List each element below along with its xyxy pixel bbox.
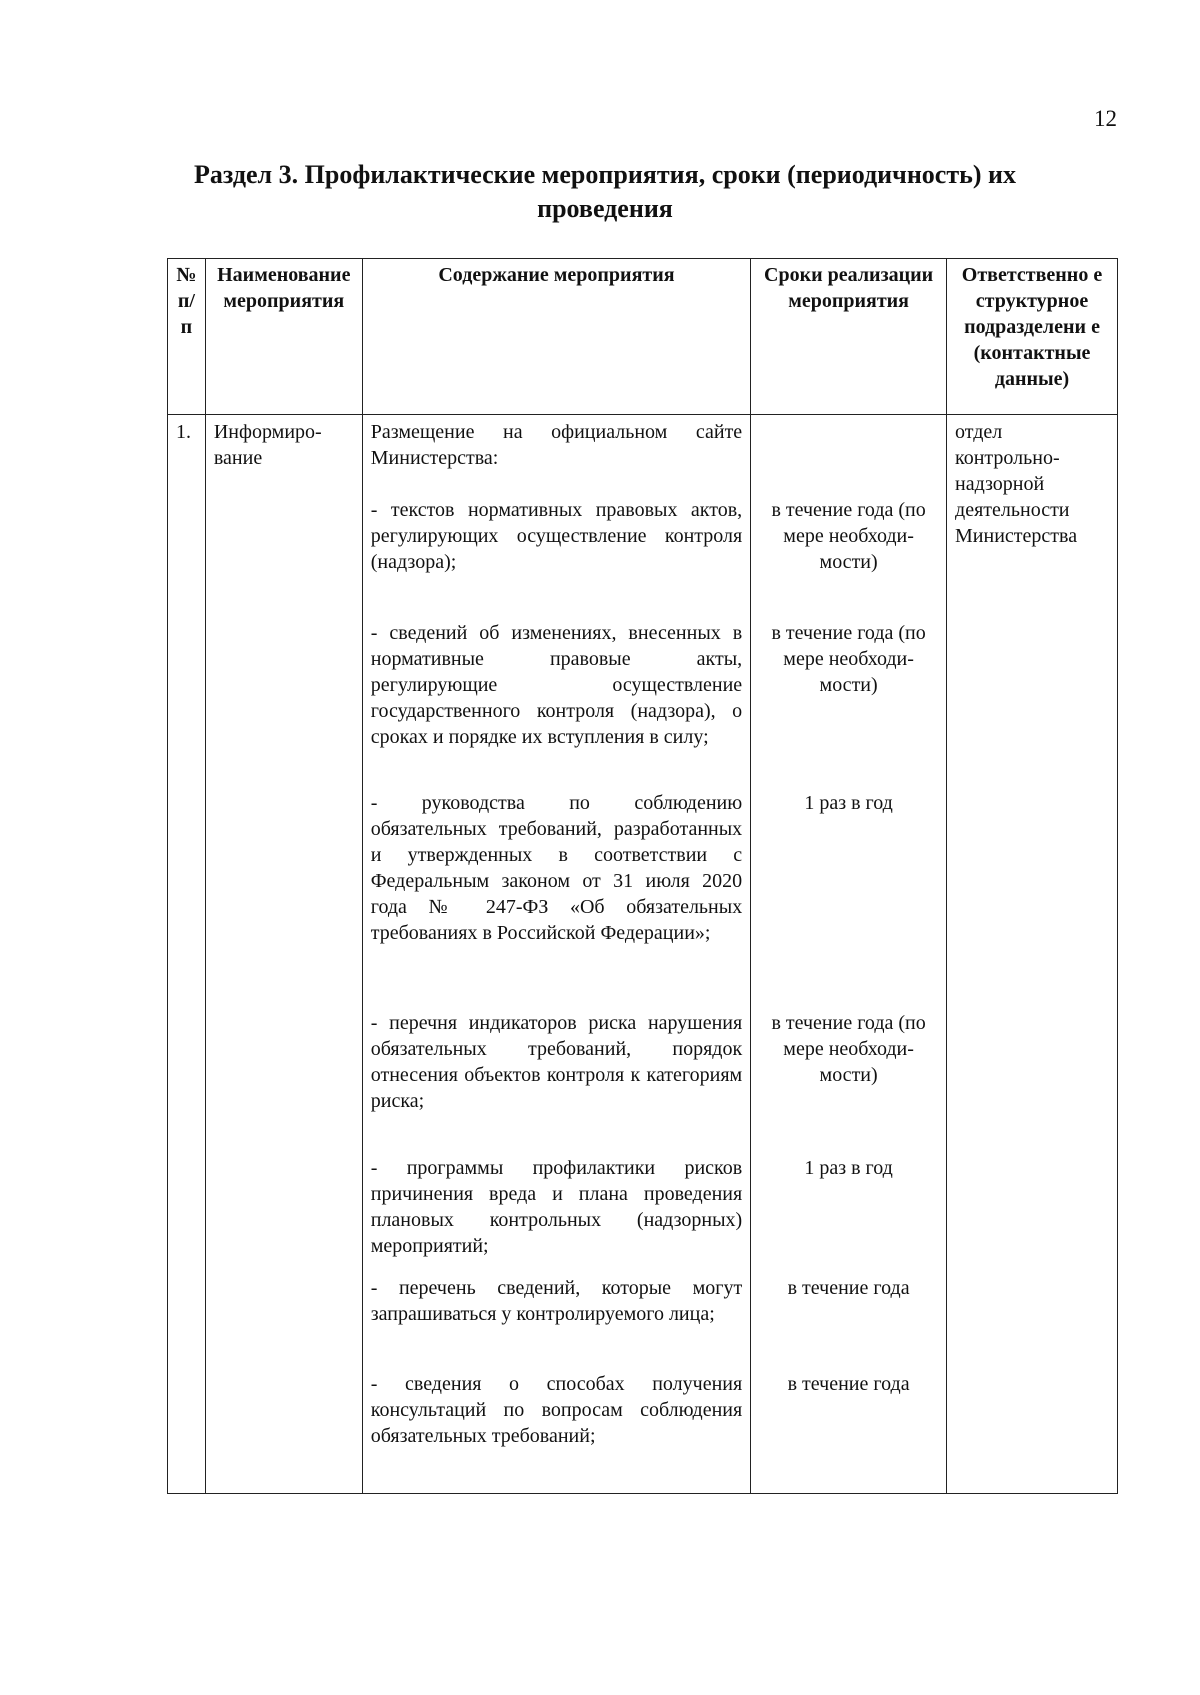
- content-item: - перечня индикаторов риска нарушения обязательных требований, порядок отнесения объектов контроля к категориям риска;: [370, 1012, 743, 1112]
- table-header-row: [168, 259, 1118, 415]
- page-number: 12: [1094, 106, 1117, 131]
- header-responsible: Ответственно е структурное подразделени е (контактные данные): [947, 259, 1118, 415]
- row-terms: [751, 415, 947, 1494]
- table-row: [168, 415, 1118, 1494]
- content-item: - сведения о способах получения консультаций по вопросам соблюдения обязательных требований;: [370, 1373, 743, 1447]
- title-line-1: Раздел 3. Профилактические мероприятия, сроки (периодичность) их: [194, 160, 1016, 189]
- term-item: 1 раз в год: [804, 1157, 893, 1179]
- row-responsible: отдел контрольно-надзорной деятельности Министерства: [947, 415, 1118, 1494]
- term-item: в течение года (по мере необходи-мости): [771, 1012, 926, 1086]
- content-item: - руководства по соблюдению обязательных требований, разработанных и утвержденных в соответствии с Федеральным законом от 31 июля 2020 года № 247-ФЗ «Об обязательных требованиях в Российской Федерации»;: [370, 792, 743, 944]
- row-name: Информиро-вание: [205, 415, 362, 1494]
- row-content: [362, 415, 750, 1494]
- content-item: - программы профилактики рисков причинения вреда и плана проведения плановых контрольных (надзорных) мероприятий;: [370, 1157, 743, 1257]
- content-item: - текстов нормативных правовых актов, регулирующих осуществление контроля (надзора);: [370, 499, 743, 573]
- activities-table: [167, 258, 1118, 1494]
- header-terms: Сроки реализации мероприятия: [751, 259, 947, 415]
- term-item: в течение года: [787, 1277, 910, 1299]
- term-item: в течение года (по мере необходи-мости): [771, 499, 926, 573]
- term-item: в течение года (по мере необходи-мости): [771, 622, 926, 696]
- title-line-2: проведения: [537, 194, 673, 223]
- content-item: - сведений об изменениях, внесенных в нормативные правовые акты, регулирующие осуществление государственного контроля (надзора), о сроках и порядке их вступления в силу;: [370, 622, 743, 748]
- header-num: № п/п: [168, 259, 206, 415]
- term-item: 1 раз в год: [804, 792, 893, 814]
- section-title: [140, 158, 1070, 226]
- header-content: Содержание мероприятия: [362, 259, 750, 415]
- header-name: Наименование мероприятия: [205, 259, 362, 415]
- content-item: - перечень сведений, которые могут запрашиваться у контролируемого лица;: [370, 1277, 743, 1325]
- row-num: 1.: [168, 415, 206, 1494]
- content-intro: Размещение на официальном сайте Министерства:: [370, 421, 743, 469]
- term-item: в течение года: [787, 1373, 910, 1395]
